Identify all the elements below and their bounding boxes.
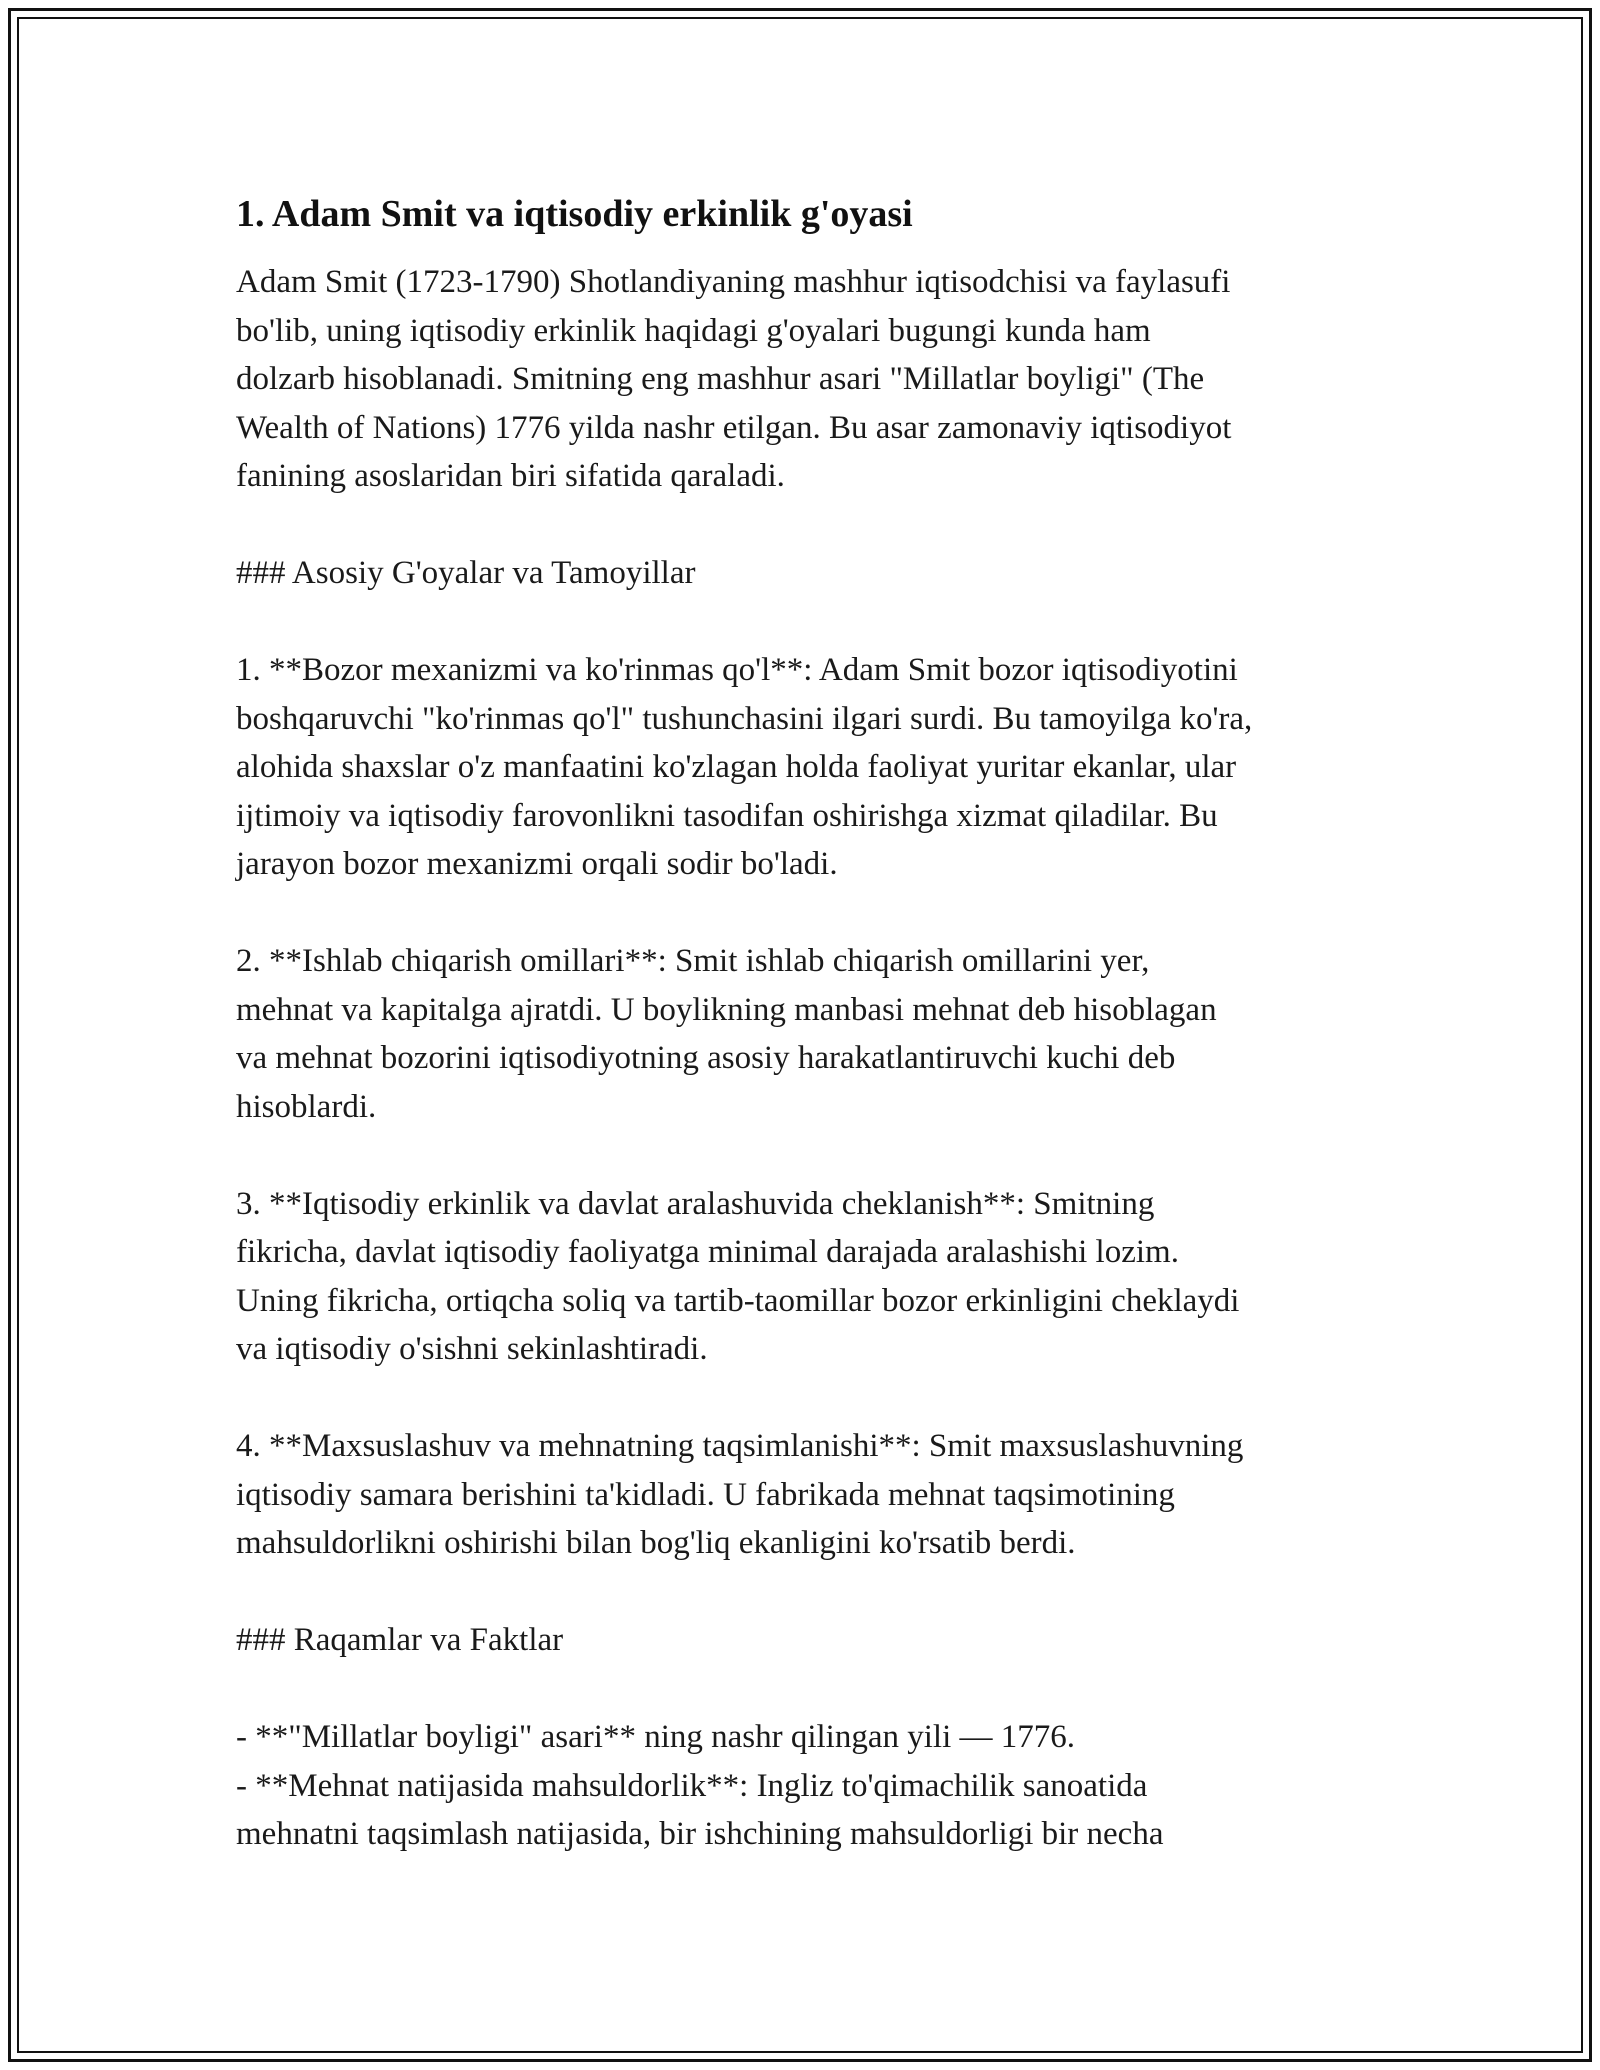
- text-line: 1. **Bozor mexanizmi va ko'rinmas qo'l**: Adam Smit bozor iqtisodiyotini: [236, 652, 1238, 688]
- text-line: 4. **Maxsuslashuv va mehnatning taqsimlanishi**: Smit maxsuslashuvning: [236, 1428, 1244, 1464]
- fact-line: mehnatni taqsimlash natijasida, bir ishchining mahsuldorligi bir necha: [236, 1816, 1164, 1852]
- text-line: Adam Smit (1723-1790) Shotlandiyaning mashhur iqtisodchisi va faylasufi: [236, 264, 1231, 300]
- list-item-3: [236, 1180, 1386, 1374]
- section-title-text: ### Asosiy G'oyalar va Tamoyillar: [236, 555, 696, 591]
- section-title-ideas: [236, 549, 1386, 598]
- text-line: mehnat va kapitalga ajratdi. U boylikning manbasi mehnat deb hisoblagan: [236, 991, 1217, 1028]
- list-item-2: [236, 937, 1386, 1131]
- text-line: iqtisodiy samara berishini ta'kidladi. U fabrikada mehnat taqsimotining: [236, 1476, 1175, 1513]
- intro-paragraph: [236, 258, 1386, 501]
- text-line: va iqtisodiy o'sishni sekinlashtiradi.: [236, 1331, 708, 1367]
- text-line: bo'lib, uning iqtisodiy erkinlik haqidagi g'oyalari bugungi kunda ham: [236, 312, 1151, 349]
- text-line: va mehnat bozorini iqtisodiyotning asosiy harakatlantiruvchi kuchi deb: [236, 1040, 1176, 1076]
- list-item-4: [236, 1422, 1386, 1568]
- document-body: [236, 186, 1386, 1859]
- text-line: boshqaruvchi "ko'rinmas qo'l" tushunchasini ilgari surdi. Bu tamoyilga ko'ra,: [236, 700, 1253, 737]
- text-line: alohida shaxslar o'z manfaatini ko'zlagan holda faoliyat yuritar ekanlar, ular: [236, 749, 1237, 785]
- text-line: Wealth of Nations) 1776 yilda nashr etilgan. Bu asar zamonaviy iqtisodiyot: [236, 409, 1232, 446]
- section-title-text: ### Raqamlar va Faktlar: [236, 1622, 564, 1658]
- list-item-1: [236, 646, 1386, 889]
- text-line: fanining asoslaridan biri sifatida qaraladi.: [236, 458, 785, 494]
- text-line: jarayon bozor mexanizmi orqali sodir bo'ladi.: [236, 846, 838, 882]
- text-line: 2. **Ishlab chiqarish omillari**: Smit ishlab chiqarish omillarini yer,: [236, 943, 1150, 979]
- section-title-facts: [236, 1616, 1386, 1665]
- text-line: ijtimoiy va iqtisodiy farovonlikni tasodifan oshirishga xizmat qiladilar. Bu: [236, 797, 1218, 834]
- text-line: Uning fikricha, ortiqcha soliq va tartib-taomillar bozor erkinligini cheklaydi: [236, 1282, 1240, 1319]
- facts-list: [236, 1713, 1386, 1859]
- fact-line: - **Mehnat natijasida mahsuldorlik**: Ingliz to'qimachilik sanoatida: [236, 1767, 1148, 1804]
- text-line: dolzarb hisoblanadi. Smitning eng mashhur asari "Millatlar boyligi" (The: [236, 361, 1205, 397]
- fact-line: - **"Millatlar boyligi" asari** ning nashr qilingan yili — 1776.: [236, 1719, 1076, 1755]
- text-line: 3. **Iqtisodiy erkinlik va davlat aralashuvida cheklanish**: Smitning: [236, 1185, 1155, 1222]
- text-line: fikricha, davlat iqtisodiy faoliyatga minimal darajada aralashishi lozim.: [236, 1234, 1179, 1270]
- text-line: mahsuldorlikni oshirishi bilan bog'liq ekanligini ko'rsatib berdi.: [236, 1525, 1076, 1561]
- document-heading: 1. Adam Smit va iqtisodiy erkinlik g'oyasi: [236, 193, 913, 235]
- text-line: hisoblardi.: [236, 1088, 377, 1125]
